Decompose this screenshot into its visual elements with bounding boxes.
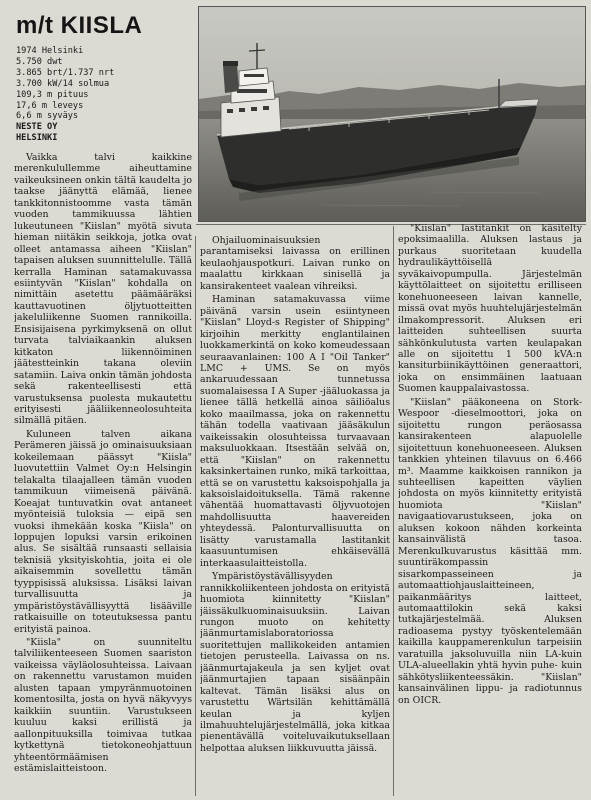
article-title: m/t KIISLA [16, 12, 143, 39]
spec-owner: NESTE OY [16, 122, 58, 133]
spec-line: 17,6 m leveys [16, 100, 84, 111]
spec-line: 1974 Helsinki [16, 46, 84, 56]
spec-line: 109,3 m pituus [16, 89, 89, 100]
paragraph: Haminan satamakuvassa viime päivänä varsin usein esiintyneen "Kiislan" Lloyd-s Register of Shipping" kirjoihin merkitty englantilainen luokkamerkintä on koko komeudessaan seuraavanlainen: 100 A I "Oil Tanker" LMC + UMS. Se on myös ankaruudessaan tunnetussa suomalaisessa I A Super -jääluokassa ja lienee tällä hetkellä ainoa säiliöalus koko maailmassa, joka on rakennettu tähän todella vaativaan jääsäkulun vaikeissakin olosuhteissa turvaavaan maksuluokkaan. Itsestään selvää on, että "Kiislan" on rakennettu kaksinkertainen runko, mikä tarkoittaa, että se on varustettu kaksoispohjalla ja kaksoislaidoituksella. Tämä rakenne vähentää huomattavasti öljyvuotojen mahdollisuutta haavereiden yhteydessä. Palonturvallisuutta on lisätty varustamalla lastitankit kaasuuntumisen ehkäisevällä interkaasulaitteistolla. [200, 294, 390, 569]
spec-home-port: HELSINKI [16, 133, 58, 144]
paragraph: "Kiislan" lastitankit on käsitelty epoksimaalilla. Aluksen lastaus ja purkaus suoritetaan kuudella hydraulikäyttöisellä syväkaivopumpulla. Järjestelmän käyttölaitteet on sijoitettu erilliseen konehuoneeseen laivan kannelle, missä ovat myös huuhtelujärjestelmän ilmakompressorit. Aluksen eri laitteiden suhteellisen suurta sähkönkulutusta varten keulapakan alle on sijoitettu 1 500 kVA:n kansiturbiinikäyttöinen generaattori, joka on ensimmäinen laatuaan Suomen kauppalaivastossa. [398, 223, 582, 395]
column-divider [393, 226, 394, 796]
paragraph: Vaikka talvi kaikkine merenkulullemme aiheuttamine vaikeuksineen onkin tältä kaudelta jo taakse jäänyttä elämää, lienee tankkitonnistoomme vasta tämän vuoden tammikuussa lähtien lukeutuneen "Kiislan" myötä sivuta hieman niitäkin seikkoja, jotka ovat olleet antamassa aiheen "Kiislan" tapaisen aluksen suunnittelulle. Tällä kerralla Haminan satamakuvassa esiintyvän "Kiislan" kohdalla on nimittäin asetettu päämääräksi kauttavuotinen öljytuotteitten jakeluliikenne Suomen rannikoilla. Ensisijaisena pyrkimyksenä on ollut turvata talviaikaankin aluksen kitkaton liikennöiminen jäätestteinkin takana oleviin satamiin. Laiva onkin tämän johdosta sekä rakenteellisesti että varustuksensa puolesta mukautettu erityisesti jääliikenneolosuhteita silmällä pitäen. [14, 152, 192, 427]
article-column-3 [398, 223, 582, 798]
paragraph: Ohjailuominaisuuksien parantamiseksi laivassa on erillinen keulaohjauspotkuri. Laivan runko on maalattu kirkkaan sinisellä ja kansirakenteet vaalean vihreiksi. [200, 235, 390, 292]
column-divider [195, 236, 196, 796]
ship-specs [16, 46, 196, 144]
spec-line: 3.700 kW/14 solmua [16, 78, 110, 89]
spec-line: 3.865 brt/1.737 nrt [16, 67, 115, 78]
paragraph: Kuluneen talven aikana Perämeren jäissä jo ominaisuuksiaan kokeilemaan päässyt "Kiisla" luovutettiin Valmet Oy:n Helsingin telakalta tilaajalleen tämän vuoden tammikuun viimeisenä päivänä. Koeajat tuntuvatkin ovat antaneet myönteisiä tuloksia — eipä sen vuoksi ihmekään koska "Kiisla" on loppujen lopuksi varsin erikoinen alus. Se sisältää runsaasti sellaisia teknisiä yksityiskohtia, joita ei ole aikaisemmin sovellettu tämän tyyppisissä aluksissa. Lisäksi laivan turvallisuutta ja ympäristöystävällisyyttä lisääville ratkaisuille on toteutuksessa pantu erityistä painoa. [14, 428, 192, 635]
article-column-2 [200, 235, 390, 797]
paragraph: "Kiisla" on suunniteltu talviliikenteeseen Suomen saariston vaikeissa väyläolosuhteissa. Laivaan on rakennettu varustamon muiden alusten tapaan ympyränmuotoinen komentosilta, josta on hyvä näkyvyys kaikkiin suuntiin. Varustukseen kuuluu kaksi erillistä ja aallonpituuksilla toimivaa tutkaa kytkettynä tietokoneohjattuun yhteentörmäämisen estämislaitteistoon. [14, 637, 192, 775]
spec-line: 5.750 dwt [16, 56, 63, 67]
article-column-1 [14, 152, 192, 798]
paragraph: Ympäristöystävällisyyden rannikkoliikenteen johdosta on erityistä huomiota kiinnitetty "Kiislan" jäissäkulkuominaisuuksiin. Laivan rungon muoto on kehitetty jäänmurtamislaboratoriossa suoritettujen mallikokeiden antamien tietojen perusteella. Laivassa on ns. jäänmurtajakeula ja sen kyljet ovat jäänmurtajien tapaan sisäänpäin kaltevat. Tämän lisäksi alus on varustettu Wärtsilän kehittämällä keulan ja kyljen ilmahuuhtelujärjestelmällä, joka kitkaa pienentävällä voiteluvaikutuksellaan helpottaa aluksen liikkuvuutta jäissä. [200, 571, 390, 754]
spec-line: 6,6 m syväys [16, 111, 79, 122]
paragraph: "Kiislan" pääkoneena on Stork-Wespoor -dieselmoottori, joka on sijoitettu rungon peräosassa kansirakenteen alapuolelle sijoitettuun konehuoneeseen. Aluksen tankkien yhteinen tilavuus on 6.466 m³. Maamme kaikkoisen rannikon ja suhteellisen kapeitten väylien johdosta on myös kiinnitetty erityistä huomiota "Kiislan" navigaatiovarustukseen, joka on aluksen kokoon nähden korkeinta kansainvälistä tasoa. Merenkulkuvarustus käsittää mm. suuntiräkompassin sisarkompasseineen ja automaattiohjauslaitteineen, paikanmääritys laitteet, automaattilokin sekä kaksi tutkajärjestelmää. Aluksen radioasema pystyy työskentelemään kaikilla kauppamerenkulun tarpeisiin varatuilla jaksoluvuilla niin LA-kuin ULA-alueellakin yhtä hyvin puhe- kuin sähkötysliikenteessäkin. "Kiislan" kansainvälinen lippu- ja radiotunnus on OICR. [398, 396, 582, 706]
tanker-ship-photo [198, 6, 586, 222]
